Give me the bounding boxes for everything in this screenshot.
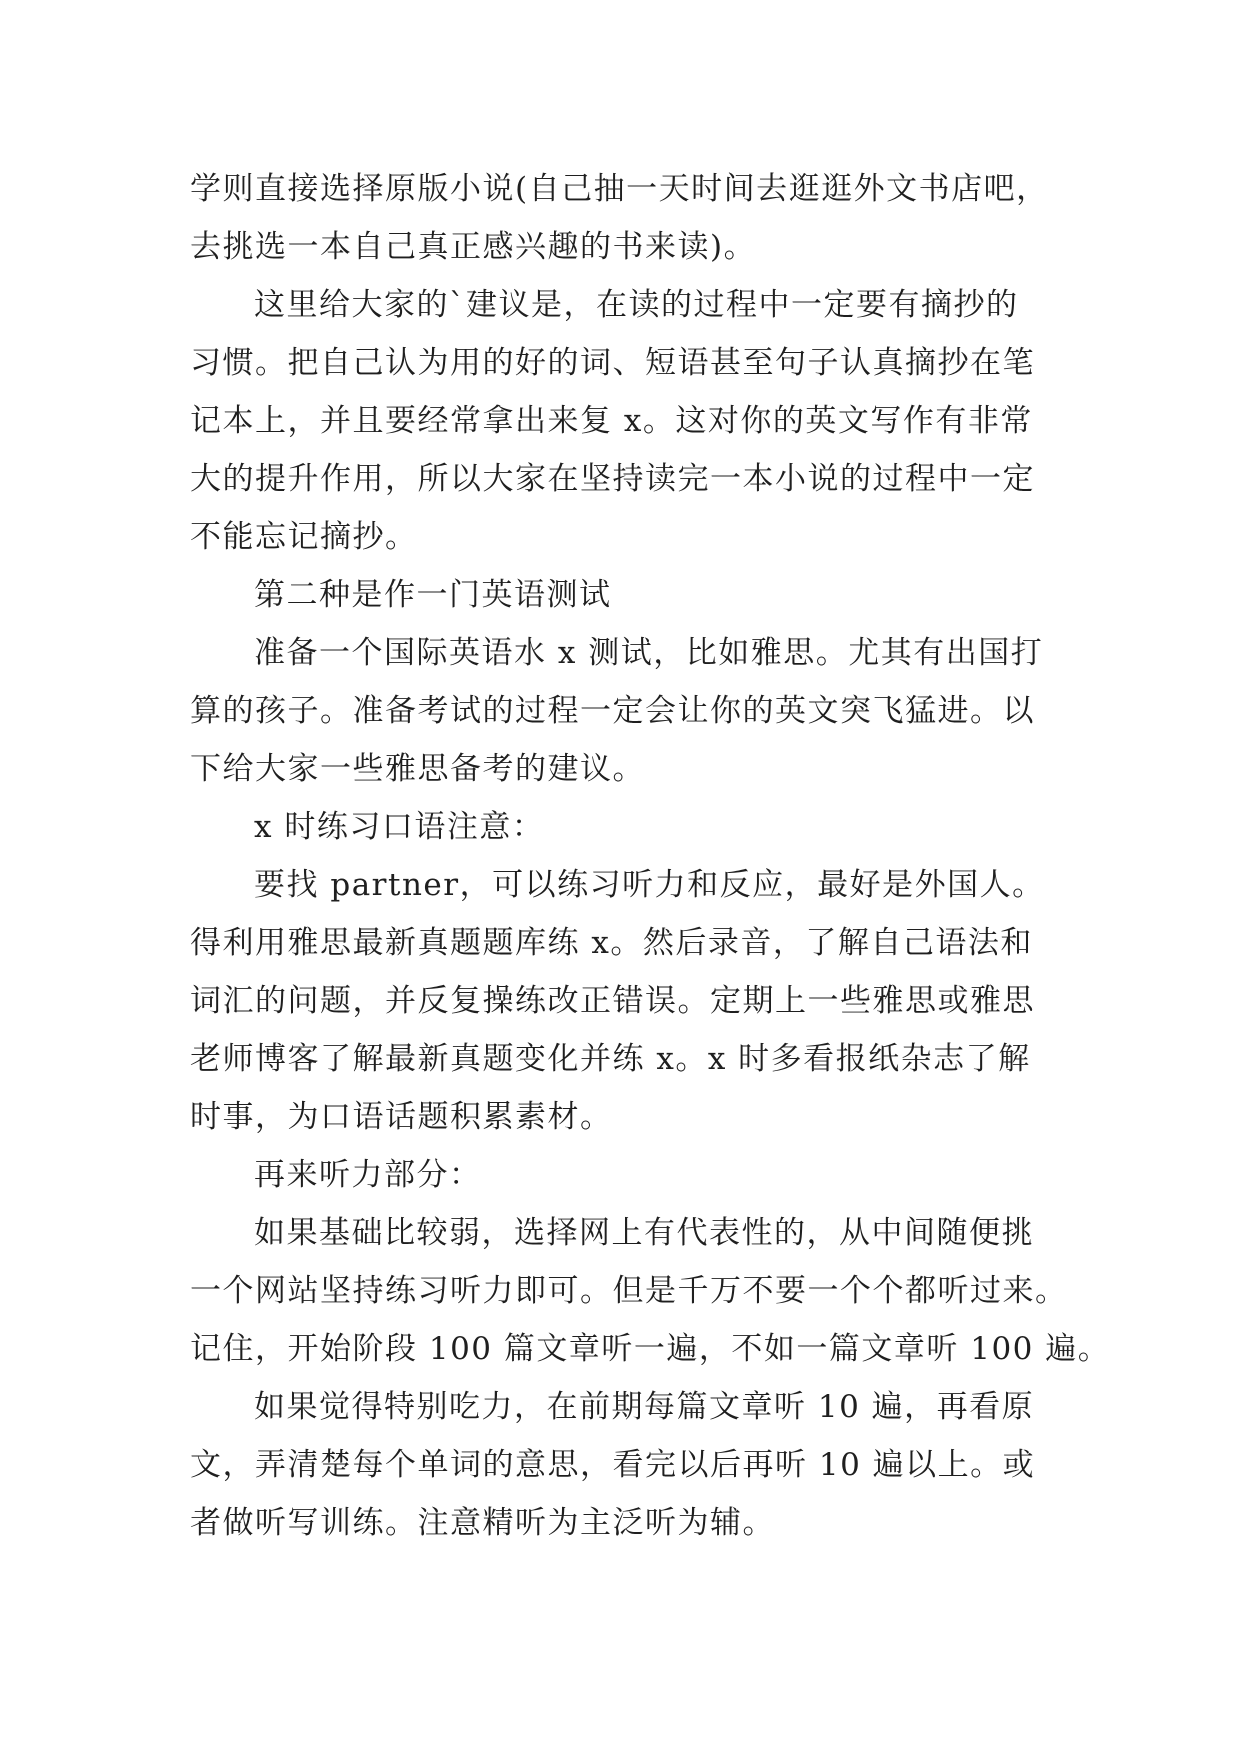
text-line: 大的提升作用，所以大家在坚持读完一本小说的过程中一定 xyxy=(190,461,1035,497)
text-line: 如果觉得特别吃力，在前期每篇文章听 10 遍，再看原 xyxy=(254,1389,1035,1425)
text-line: 学则直接选择原版小说(自己抽一天时间去逛逛外文书店吧， xyxy=(190,171,1049,207)
text-line: 去挑选一本自己真正感兴趣的书来读)。 xyxy=(190,229,757,265)
text-line: 习惯。把自己认为用的好的词、短语甚至句子认真摘抄在笔 xyxy=(190,345,1035,381)
text-line: 不能忘记摘抄。 xyxy=(190,519,418,555)
text-line: 准备一个国际英语水 x 测试，比如雅思。尤其有出国打 xyxy=(254,635,1044,671)
text-line: 要找 partner，可以练习听力和反应，最好是外国人。 xyxy=(254,867,1045,903)
text-line: 如果基础比较弱，选择网上有代表性的，从中间随便挑 xyxy=(254,1215,1034,1251)
text-line: 时事，为口语话题积累素材。 xyxy=(190,1099,613,1135)
section-heading: 再来听力部分： xyxy=(254,1157,482,1193)
section-heading: x 时练习口语注意： xyxy=(254,809,545,845)
document-body xyxy=(190,160,1111,1552)
section-heading: 第二种是作一门英语测试 xyxy=(254,577,612,613)
text-line: 记住，开始阶段 100 篇文章听一遍，不如一篇文章听 100 遍。 xyxy=(190,1331,1111,1367)
text-line: 算的孩子。准备考试的过程一定会让你的英文突飞猛进。以 xyxy=(190,693,1035,729)
text-line: 文，弄清楚每个单词的意思，看完以后再听 10 遍以上。或 xyxy=(190,1447,1036,1483)
text-line: 一个网站坚持练习听力即可。但是千万不要一个个都听过来。 xyxy=(190,1273,1068,1309)
text-line: 记本上，并且要经常拿出来复 x。这对你的英文写作有非常 xyxy=(190,403,1033,439)
text-line: 老师博客了解最新真题变化并练 x。x 时多看报纸杂志了解 xyxy=(190,1041,1031,1077)
text-line: 者做听写训练。注意精听为主泛听为辅。 xyxy=(190,1505,775,1541)
text-line: 词汇的问题，并反复操练改正错误。定期上一些雅思或雅思 xyxy=(190,983,1035,1019)
text-line: 下给大家一些雅思备考的建议。 xyxy=(190,751,645,787)
text-line: 这里给大家的`建议是，在读的过程中一定要有摘抄的 xyxy=(254,287,1019,323)
text-line: 得利用雅思最新真题题库练 x。然后录音，了解自己语法和 xyxy=(190,925,1033,961)
